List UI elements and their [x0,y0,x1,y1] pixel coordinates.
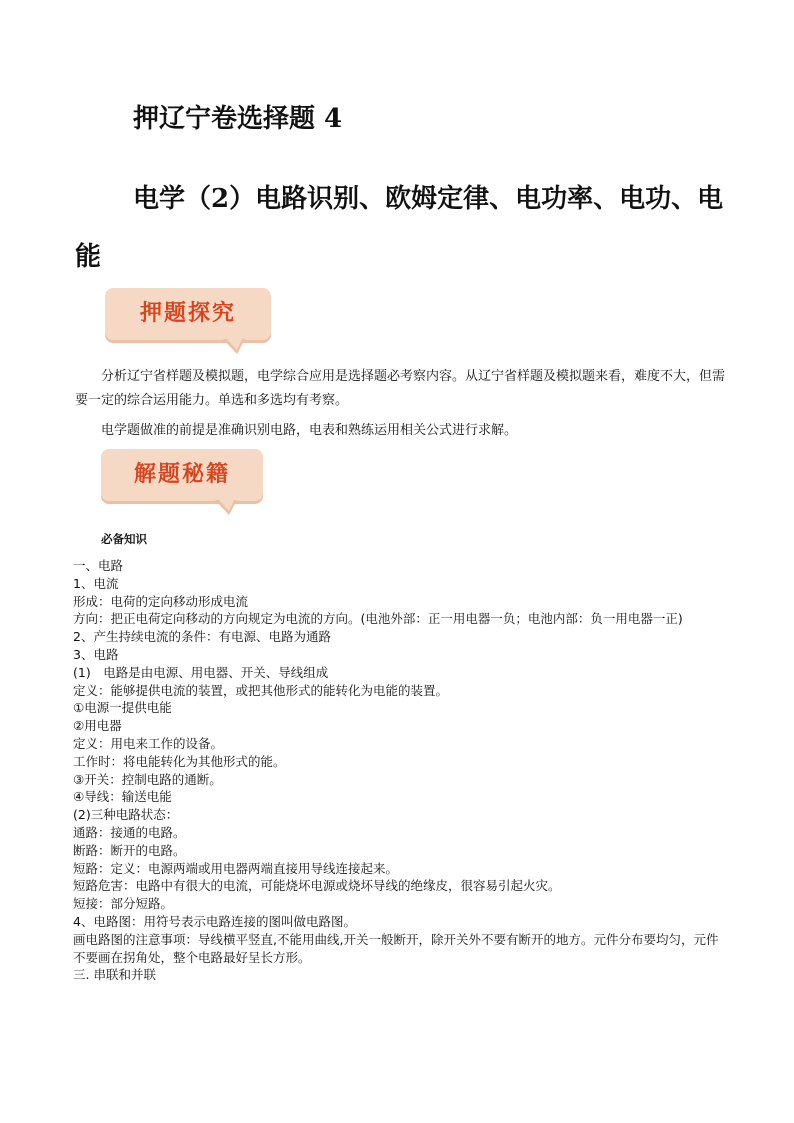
text-line: 定义：能够提供电流的装置，或把其他形式的能转化为电能的装置。 [73,682,449,698]
text-line: 一、电路 [73,558,124,573]
text-line: ②用电器 [73,718,122,734]
text-line: ①电源一提供电能 [73,700,172,716]
text-line: 定义：用电来工作的设备。 [73,735,224,751]
text-line: 短路危害：电路中有很大的电流，可能烧坏电源或烧坏导线的绝缘皮，很容易引起火灾。 [73,878,561,894]
page-title: 押辽宁卷选择题 4 [133,104,343,134]
text-line: 短路：定义：电源两端或用电器两端直接用导线连接起来。 [73,860,399,876]
intro-paragraph-2: 电学题做准的前提是准确识别电路，电表和熟练运用相关公式进行求解。 [101,423,518,438]
text-line: 形成：电荷的定向移动形成电流 [73,593,249,609]
text-line: (1) 电路是由电源、用电器、开关、导线组成 [73,664,329,680]
text-line: 通路：接通的电路。 [73,824,186,840]
intro-paragraph-1: 分析辽宁省样题及模拟题，电学综合应用是选择题必考察内容。从辽宁省样题及模拟题来看，难度不大，但需要一定的综合运用能力。单选和多选均有考察。 [75,369,726,408]
text-line: 4、电路图：用符号表示电路连接的图叫做电路图。 [73,913,356,929]
section-badge-secrets [101,449,263,519]
text-line: 方向：把正电荷定向移动的方向规定为电流的方向。(电池外部：正一用电器一负；电池内部：负一用电器一正) [73,611,683,627]
section-subheading: 必备知识 [101,532,147,546]
text-line: (2)三种电路状态： [73,807,179,823]
text-line: 断路：断开的电路。 [73,842,186,858]
badge-label: 解题秘籍 [133,462,230,487]
text-line: 三. 串联和并联 [73,967,156,983]
page-subtitle: 电学（2）电路识别、欧姆定律、电功率、电功、电能 [75,184,724,272]
knowledge-body [73,557,725,984]
text-line: 3、电路 [73,646,119,662]
text-line: 短接：部分短路。 [73,896,174,912]
section-badge-explore [105,288,271,358]
text-line: ④导线：输送电能 [73,789,172,805]
text-line: 1、电流 [73,575,119,591]
text-line: 画电路图的注意事项：导线横平竖直,不能用曲线,开关一般断开，除开关外不要有断开的地方。元件分布要均匀，元件不要画在拐角处，整个电路最好呈长方形。 [73,931,719,965]
text-line: ③开关：控制电路的通断。 [73,771,222,787]
text-line: 2、产生持续电流的条件：有电源、电路为通路 [73,629,331,645]
text-line: 工作时：将电能转化为其他形式的能。 [73,753,286,769]
badge-label: 押题探究 [139,301,236,326]
